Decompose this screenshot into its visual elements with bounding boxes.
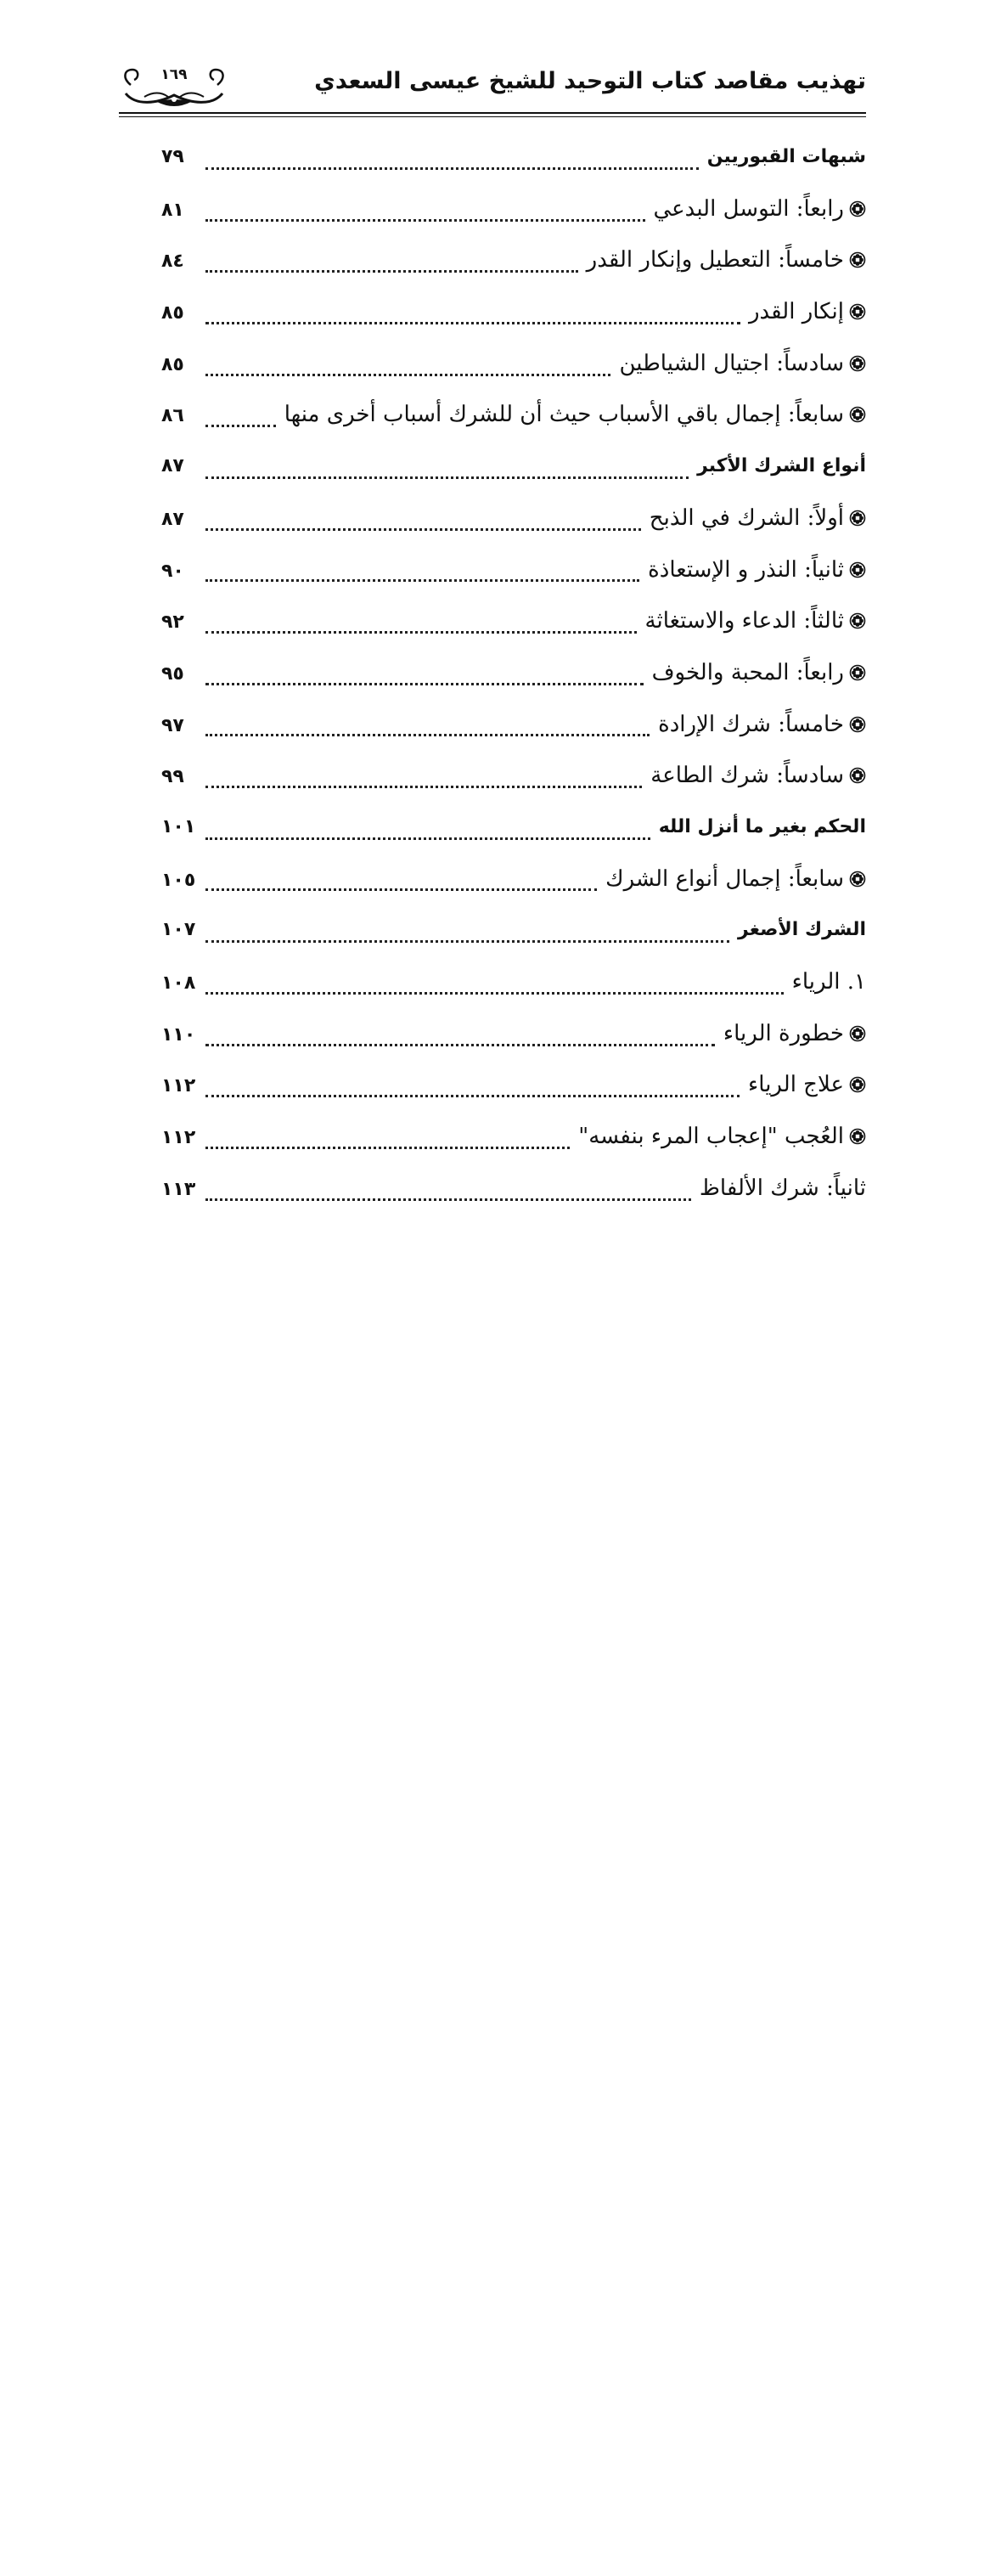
toc-page-number: ٧٩	[161, 146, 184, 167]
toc-heading-row[interactable]	[161, 448, 866, 499]
toc-entry-text: شبهات القبوريين	[706, 146, 866, 167]
toc-entry-text: رابعاً: التوسل البدعي	[653, 195, 844, 222]
toc-entry-text: العُجب "إعجاب المرء بنفسه"	[578, 1124, 844, 1150]
toc-entry-text: ثانياً: شرك الألفاظ	[699, 1175, 866, 1201]
toc-entry-title	[723, 1015, 866, 1052]
toc-entry-text: الحكم بغير ما أنزل الله	[658, 815, 866, 837]
toc-page-number: ١١٢	[161, 1127, 196, 1149]
toc-entry-title	[707, 138, 866, 176]
toc-entry-row[interactable]	[161, 190, 866, 242]
dot-leader	[205, 992, 784, 995]
dot-leader	[205, 579, 639, 582]
toc-entry-title	[645, 602, 866, 640]
toc-entry-title	[284, 396, 866, 433]
dot-leader	[205, 1147, 570, 1149]
dot-leader	[205, 1044, 715, 1046]
toc-entry-text: ثالثاً: الدعاء والاستغاثة	[644, 608, 844, 634]
flower-bullet-icon	[849, 862, 866, 879]
flower-bullet-icon	[849, 192, 866, 209]
toc-entry-text: إنكار القدر	[748, 299, 844, 325]
flower-bullet-icon	[849, 347, 866, 364]
toc-entry-title	[748, 1066, 866, 1103]
flower-bullet-icon	[849, 758, 866, 775]
dot-leader	[205, 374, 610, 376]
flower-bullet-icon	[849, 295, 866, 312]
toc-page-number: ١٠٨	[161, 972, 196, 994]
toc-entry-title	[578, 1118, 866, 1155]
dot-leader	[205, 528, 641, 531]
toc-entry-row[interactable]	[161, 654, 866, 706]
page-number: ١٦٩	[160, 66, 188, 83]
toc-entry-row[interactable]	[161, 241, 866, 293]
dot-leader	[205, 1198, 691, 1201]
toc-entry-row[interactable]	[161, 860, 866, 912]
toc-page-number: ١٠١	[161, 815, 196, 837]
toc-entry-row[interactable]	[161, 551, 866, 603]
toc-heading-row[interactable]	[161, 911, 866, 963]
toc-entry-text: الشرك الأصغر	[738, 919, 866, 941]
toc-entry-title	[697, 448, 866, 485]
toc-entry-title	[658, 706, 866, 743]
dot-leader	[205, 940, 729, 943]
toc-page-number: ٩٧	[161, 714, 184, 736]
flower-bullet-icon	[849, 656, 866, 673]
toc-entry-row[interactable]	[161, 499, 866, 551]
toc-entry-title	[619, 345, 866, 382]
toc-entry-text: سابعاً: إجمال باقي الأسباب حيث أن للشرك أسباب أخرى منها	[284, 402, 844, 428]
dot-leader	[205, 476, 689, 479]
toc-entry-row[interactable]	[161, 1015, 866, 1067]
toc-entry-text: خامساً: شرك الإرادة	[658, 711, 844, 737]
toc-entry-row[interactable]	[161, 345, 866, 397]
dot-leader	[205, 683, 644, 685]
flower-bullet-icon	[849, 1068, 866, 1085]
toc-entry-text: سادساً: شرك الطاعة	[650, 763, 844, 789]
toc-entry-row[interactable]	[161, 1118, 866, 1170]
toc-entry-title	[654, 190, 867, 228]
dot-leader	[205, 837, 650, 840]
page-header	[119, 51, 866, 119]
toc-entry-text: أولاً: الشرك في الذبح	[649, 504, 844, 531]
dot-leader	[205, 167, 699, 170]
toc-entry-title	[700, 1170, 866, 1207]
toc-entry-row[interactable]	[161, 293, 866, 345]
flower-bullet-icon	[849, 1119, 866, 1136]
toc-entry-title	[650, 757, 866, 794]
toc-entry-title	[587, 241, 866, 279]
toc-entry-title	[648, 551, 866, 589]
dot-leader	[205, 631, 637, 634]
toc-entry-row[interactable]	[161, 1066, 866, 1118]
toc-page-number: ١١٢	[161, 1075, 196, 1097]
toc-page-number: ١٠٧	[161, 919, 196, 941]
toc-entry-row[interactable]	[161, 706, 866, 758]
toc-heading-row[interactable]	[161, 138, 866, 190]
dot-leader	[205, 888, 597, 891]
toc-page-number: ٨٤	[161, 251, 184, 273]
toc-entry-text: ١. الرياء	[791, 969, 866, 995]
toc-page-number: ٨٥	[161, 353, 184, 375]
toc-page-number: ٩٥	[161, 662, 184, 685]
toc-entry-text: خطورة الرياء	[723, 1020, 844, 1046]
toc-entry-text: سادساً: اجتيال الشياطين	[619, 350, 844, 376]
toc-page-number: ٩٠	[161, 560, 184, 582]
flower-bullet-icon	[849, 604, 866, 621]
toc-entry-text: أنواع الشرك الأكبر	[697, 455, 866, 477]
toc-entry-title	[738, 911, 866, 949]
flower-bullet-icon	[849, 1017, 866, 1034]
dot-leader	[205, 322, 740, 324]
toc-page-number: ٩٢	[161, 612, 184, 634]
dot-leader	[205, 219, 645, 222]
dot-leader	[205, 786, 642, 788]
dot-leader	[205, 425, 276, 427]
toc-page-number: ٨٧	[161, 455, 184, 477]
toc-entry-text: خامساً: التعطيل وإنكار القدر	[586, 247, 844, 273]
toc-page-number: ٨١	[161, 199, 184, 221]
toc-entry-row[interactable]	[161, 396, 866, 448]
toc-page-number: ١١٣	[161, 1178, 196, 1200]
toc-entry-row[interactable]	[161, 602, 866, 654]
dot-leader	[205, 270, 578, 273]
toc-entry-title	[792, 963, 866, 1001]
toc-page-number: ١٠٥	[161, 869, 196, 891]
toc-page-number: ٨٧	[161, 508, 184, 530]
toc-page-number: ٨٦	[161, 405, 184, 427]
header-rule	[119, 112, 866, 114]
toc-entry-text: علاج الرياء	[748, 1072, 844, 1098]
toc-entry-title	[749, 293, 866, 330]
flower-bullet-icon	[849, 501, 866, 518]
flower-bullet-icon	[849, 553, 866, 570]
header-rule-thin	[119, 116, 866, 117]
flower-bullet-icon	[849, 397, 866, 414]
toc-heading-row[interactable]	[161, 809, 866, 860]
book-title: تهذيب مقاصد كتاب التوحيد للشيخ عيسى السعدي	[314, 68, 866, 94]
toc-page-number: ١١٠	[161, 1023, 196, 1046]
flower-bullet-icon	[849, 707, 866, 724]
toc-entry-text: رابعاً: المحبة والخوف	[651, 659, 844, 685]
toc-entry-title	[650, 499, 866, 537]
toc-entry-row[interactable]	[161, 963, 866, 1015]
toc-entry-text: سابعاً: إجمال أنواع الشرك	[605, 865, 844, 892]
table-of-contents	[161, 138, 866, 1220]
toc-page-number: ٨٥	[161, 302, 184, 324]
toc-page-number: ٩٩	[161, 766, 184, 788]
toc-entry-row[interactable]	[161, 757, 866, 809]
dot-leader	[205, 734, 650, 736]
flower-bullet-icon	[849, 243, 866, 260]
toc-entry-row[interactable]	[161, 1170, 866, 1221]
toc-entry-text: ثانياً: النذر و الإستعاذة	[648, 556, 844, 583]
toc-entry-title	[659, 809, 866, 846]
toc-entry-title	[652, 654, 866, 691]
toc-entry-title	[605, 860, 866, 898]
dot-leader	[205, 1095, 740, 1097]
